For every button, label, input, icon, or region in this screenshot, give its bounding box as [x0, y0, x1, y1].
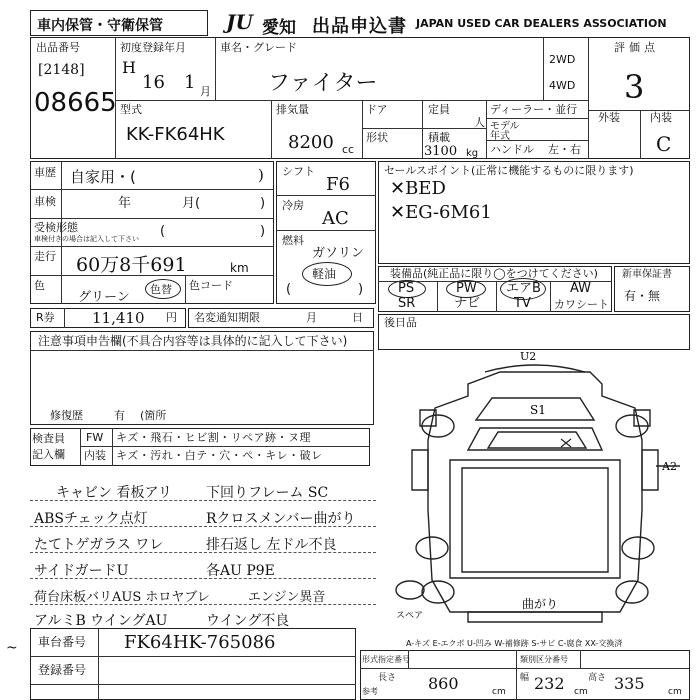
note-right-5: エンジン異音: [248, 590, 326, 605]
storage-label-box: [30, 10, 208, 36]
fuel-value: ガソリン: [312, 246, 365, 261]
sales-point-1: ✕BED: [390, 178, 446, 199]
handle-opts: 左・右: [548, 143, 581, 156]
equip-leather: カワシート: [554, 298, 609, 311]
note-left-2: ABSチェック点灯: [34, 511, 148, 527]
shaken-close: ): [260, 196, 266, 211]
equip-tv: TV: [514, 296, 531, 311]
dims-wid-unit: cm: [574, 687, 588, 697]
drive-2wd: 2WD: [549, 53, 576, 66]
shift-value: F6: [326, 174, 350, 195]
ac-label: 冷房: [282, 199, 304, 212]
equip-navi: ナビ: [454, 296, 481, 311]
door-label: ドア: [366, 103, 388, 116]
dims-hei-unit: cm: [668, 687, 682, 697]
notice-label: 名変通知期限: [194, 311, 260, 324]
chassis-label: 車台番号: [38, 635, 87, 649]
disp-label: 排気量: [276, 103, 309, 116]
notes-area: [30, 470, 376, 630]
reg-number-label: 登録番号: [38, 663, 87, 677]
dims-ref-label: 参考: [362, 687, 378, 696]
dims-len-label: 長さ: [378, 673, 397, 683]
score-int-value: C: [656, 132, 672, 156]
form-subtitle: JAPAN USED CAR DEALERS ASSOCIATION: [416, 17, 667, 30]
reg-label: 初度登録年月: [120, 41, 186, 54]
color-code-label: 色コード: [189, 279, 233, 292]
inspector-row2-head: 内装: [84, 449, 106, 462]
reg-month: 1: [184, 72, 196, 93]
recycle-label: R券: [36, 311, 55, 324]
rear-seat-label: 後日品: [384, 316, 417, 329]
fuel-label: 燃料: [282, 234, 304, 247]
model-year-label: モデル年式: [490, 121, 520, 142]
acceptance-label: 受検形態: [34, 221, 78, 234]
dims-head2: 類別区分番号: [520, 655, 568, 664]
note-right-2: Rクロスメンバー曲がり: [206, 511, 356, 527]
storage-label: 車内保管・守衛保管: [37, 18, 163, 34]
note-right-1: 下回りフレーム SC: [206, 485, 329, 501]
lot-sub: [2148]: [38, 62, 85, 78]
color-change: 色替: [150, 283, 172, 296]
drive-4wd: 4WD: [549, 79, 576, 92]
rear-box: [378, 314, 690, 350]
type-label: 型式: [120, 103, 142, 116]
fuel-paren-l: (: [286, 282, 292, 297]
equip-ps: PS: [398, 281, 415, 296]
repair-value: 有: [114, 409, 125, 422]
score-ext-label: 外装: [598, 111, 620, 124]
dims-len-value: 860: [428, 674, 459, 693]
color-value: グリーン: [78, 290, 130, 305]
diagram-top-label: U2: [520, 350, 537, 363]
capacity-unit: 人: [474, 116, 485, 129]
damage-legend: A-キズ E-エクボ U-凹み W-補修跡 S-サビ C-腐食 XX-交換済: [406, 639, 623, 648]
ju-logo: [226, 10, 253, 34]
note-left-1: キャビン 看板アリ: [56, 485, 172, 501]
acceptance-note: 車検付きの場合は記入して下さい: [34, 235, 139, 243]
load-label: 積載: [428, 131, 450, 144]
shaken-year: 年: [118, 196, 132, 211]
margin-mark: ~: [6, 640, 18, 656]
mileage-unit: km: [230, 261, 249, 275]
history-value: 自家用・(: [70, 168, 136, 186]
notice-month: 月: [306, 311, 317, 324]
shape-label: 形状: [366, 131, 388, 144]
dealer-label: ディーラー・並行: [490, 103, 578, 116]
org-name: 愛知: [262, 18, 296, 38]
note-right-6: ウイング不良: [206, 613, 290, 629]
model-value: ファイター: [268, 71, 378, 96]
load-value: 3100: [424, 144, 458, 159]
shaken-month: 月(: [182, 196, 201, 211]
disp-unit: cc: [342, 143, 355, 156]
note-left-6: アルミB ウイングAU: [34, 613, 168, 629]
reg-year: 16: [142, 72, 165, 93]
color-label: 色: [34, 279, 45, 292]
score-value: 3: [624, 68, 645, 106]
ju-logo-mark: JU: [226, 10, 253, 34]
diagram-side-label: A2: [662, 460, 677, 473]
load-unit: kg: [466, 148, 479, 159]
shaken-label: 車検: [34, 195, 56, 208]
dims-wid-value: 232: [534, 674, 565, 693]
mileage-value: 60万8千691: [76, 254, 187, 276]
fuel-circle: [302, 262, 352, 286]
lot-number: 08665: [34, 88, 117, 118]
inspector-label-2: 記入欄: [32, 448, 65, 461]
diagram-cab-label: S1: [530, 403, 546, 417]
dims-head1: 形式指定番号: [362, 655, 410, 664]
dims-hei-label: 高さ: [588, 673, 607, 683]
history-close: ): [258, 166, 264, 184]
ac-value: AC: [322, 208, 349, 229]
reg-era: H: [122, 58, 136, 77]
warranty-opts: 有・無: [624, 289, 661, 303]
form-title: 出品申込書: [312, 16, 407, 37]
warranty-label: 新車保証書: [622, 269, 672, 280]
recycle-value: 11,410: [92, 309, 145, 327]
score-int-label: 内装: [650, 111, 672, 124]
inspector-row2: キズ・汚れ・白テ・穴・ぺ・キレ・破レ: [116, 449, 323, 462]
score-label: 評価点: [614, 41, 659, 54]
recycle-unit: 円: [166, 311, 177, 324]
equip-aw: AW: [570, 281, 592, 296]
note-left-4: サイドガードU: [34, 563, 129, 579]
capacity-label: 定員: [428, 103, 450, 116]
handle-label: ハンドル: [490, 143, 534, 156]
note-left-3: たてトゲガラス ワレ: [34, 537, 164, 553]
shift-label: シフト: [282, 165, 315, 178]
diagram-bent-label: 曲がり: [522, 597, 559, 611]
dims-wid-label: 幅: [520, 673, 530, 683]
note-right-3: 排石返し 左ドル不良: [206, 537, 337, 553]
vehicle-diagram: [380, 350, 690, 650]
sales-points-label: セールスポイント(正常に機能するものに限ります): [384, 164, 634, 177]
dims-hei-value: 335: [614, 674, 645, 693]
inspector-label-1: 検査員: [32, 432, 65, 445]
equip-airbag: エアB: [506, 281, 541, 296]
note-left-5: 荷台床板バリAUS ホロヤブレ: [34, 590, 210, 605]
color-change-circle: [145, 279, 181, 299]
repair-label: 修復歴: [50, 409, 83, 422]
notice-day: 日: [352, 311, 363, 324]
acceptance-paren: (: [160, 224, 166, 239]
note-right-4: 各AU P9E: [206, 563, 275, 579]
reg-month-unit: 月: [200, 85, 211, 98]
repair-place: (箇所: [140, 409, 167, 422]
inspector-row1-head: FW: [86, 431, 104, 444]
sales-point-2: ✕EG-6M61: [390, 202, 492, 223]
equip-pw: PW: [456, 281, 477, 296]
disp-value: 8200: [288, 132, 334, 153]
diagram-spare-label: スペア: [396, 611, 424, 621]
chassis-value: FK64HK-765086: [124, 632, 276, 653]
fuel-circle-text: 軽油: [312, 267, 337, 281]
fuel-paren-r: ): [358, 282, 364, 297]
equipment-label: 装備品(純正品に限り◯をつけてください): [390, 267, 598, 280]
dims-len-unit: cm: [492, 687, 506, 697]
history-label: 車歴: [34, 166, 56, 179]
model-label: 車名・グレード: [220, 41, 297, 54]
inspector-row1: キズ・飛石・ヒビ割・リペア跡・ヌ理: [116, 431, 312, 444]
acceptance-close: ): [260, 224, 266, 239]
equip-sr: SR: [398, 296, 416, 311]
lot-label: 出品番号: [36, 41, 80, 54]
type-value: KK-FK64HK: [126, 124, 225, 145]
caution-label: 注意事項申告欄(不具合内容等は具体的に記入して下さい): [38, 334, 348, 348]
mileage-label: 走行: [34, 250, 56, 263]
